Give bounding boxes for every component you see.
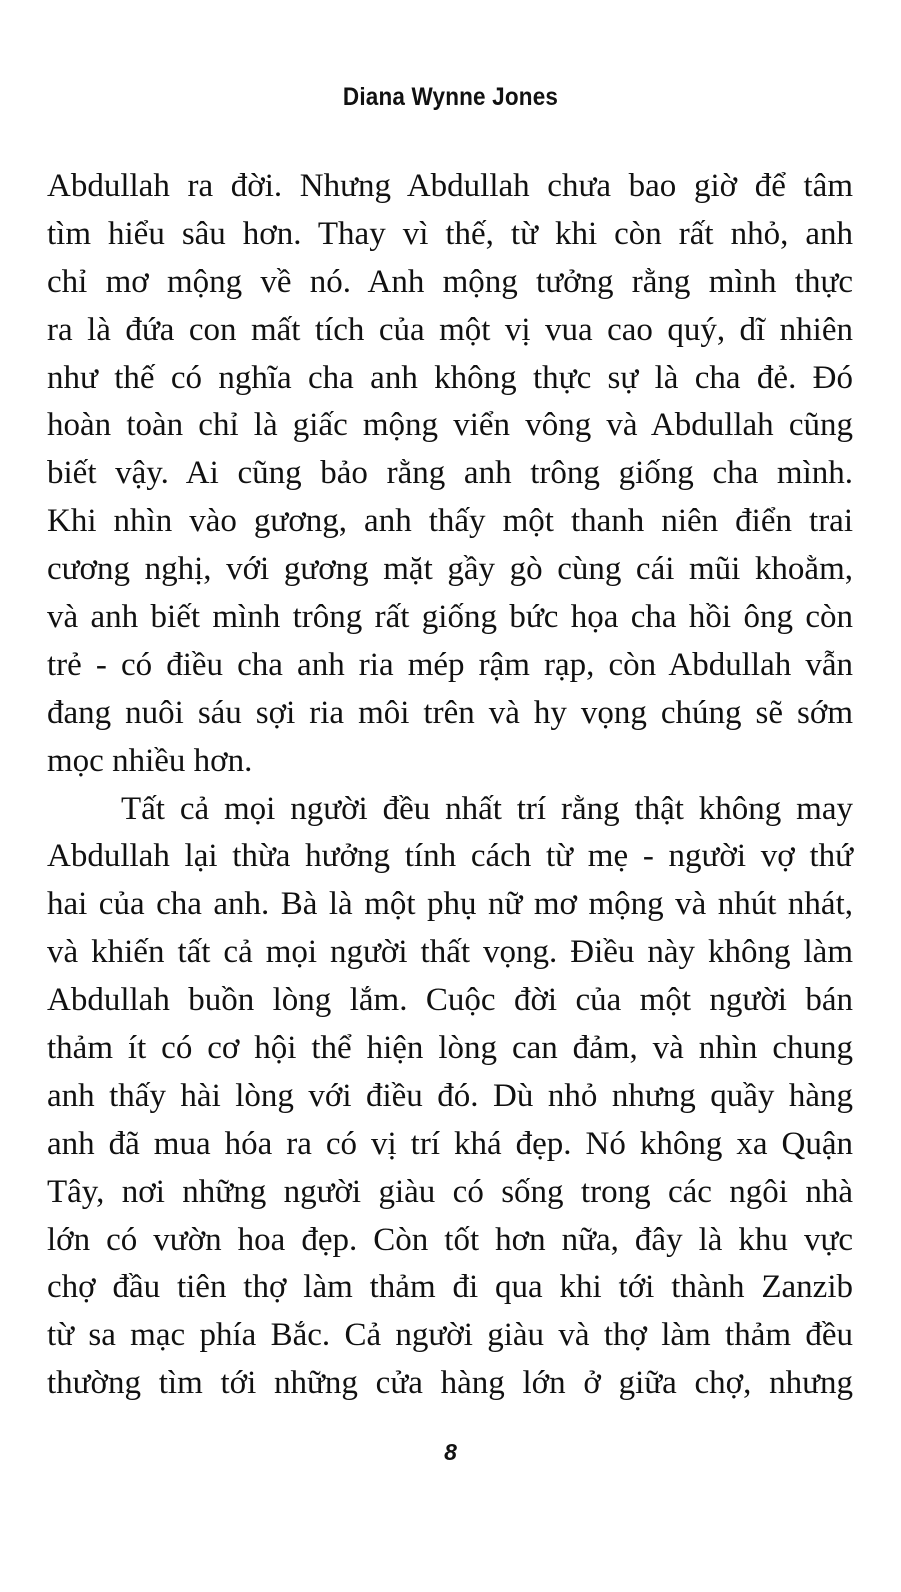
text-line: tìm hiểu sâu hơn. Thay vì thế, từ khi còn rất nhỏ, anh	[47, 215, 853, 252]
body-text	[47, 163, 853, 1408]
text-line: Abdullah ra đời. Nhưng Abdullah chưa bao giờ để tâm	[47, 168, 853, 204]
paragraph-2	[47, 786, 853, 1409]
text-line: cương nghị, với gương mặt gầy gò cùng cái mũi khoằm,	[47, 551, 853, 588]
text-line: Tất cả mọi người đều nhất trí rằng thật không may	[121, 790, 853, 827]
text-line: chợ đầu tiên thợ làm thảm đi qua khi tới thành Zanzib	[47, 1269, 853, 1306]
text-line: anh đã mua hóa ra có vị trí khá đẹp. Nó không xa Quận	[47, 1125, 853, 1162]
paragraph-1	[47, 163, 853, 786]
text-line: anh thấy hài lòng với điều đó. Dù nhỏ nhưng quầy hàng	[47, 1077, 853, 1114]
text-line: và khiến tất cả mọi người thất vọng. Điều này không làm	[47, 934, 853, 971]
text-line: từ sa mạc phía Bắc. Cả người giàu và thợ làm thảm đều	[47, 1317, 853, 1354]
text-line: ra là đứa con mất tích của một vị vua cao quý, dĩ nhiên	[47, 311, 853, 348]
text-line: lớn có vườn hoa đẹp. Còn tốt hơn nữa, đây là khu vực	[47, 1221, 853, 1258]
text-line: trẻ - có điều cha anh ria mép rậm rạp, còn Abdullah vẫn	[47, 646, 853, 683]
text-line: Khi nhìn vào gương, anh thấy một thanh niên điển trai	[47, 503, 853, 540]
text-line: Abdullah buồn lòng lắm. Cuộc đời của một người bán	[47, 982, 853, 1019]
text-line: Tây, nơi những người giàu có sống trong các ngôi nhà	[47, 1173, 853, 1210]
text-line: đang nuôi sáu sợi ria môi trên và hy vọng chúng sẽ sớm	[47, 694, 853, 731]
text-line: biết vậy. Ai cũng bảo rằng anh trông giống cha mình.	[47, 455, 853, 492]
running-head-author: Diana Wynne Jones	[342, 83, 559, 111]
text-line: hai của cha anh. Bà là một phụ nữ mơ mộng và nhút nhát,	[47, 886, 853, 923]
text-line: như thế có nghĩa cha anh không thực sự là cha đẻ. Đó	[47, 359, 853, 396]
text-line: mọc nhiều hơn.	[47, 742, 253, 779]
text-line: và anh biết mình trông rất giống bức họa cha hồi ông còn	[47, 599, 853, 636]
text-line: Abdullah lại thừa hưởng tính cách từ mẹ - người vợ thứ	[47, 838, 853, 875]
text-line: thường tìm tới những cửa hàng lớn ở giữa chợ, nhưng	[47, 1365, 853, 1402]
text-line: thảm ít có cơ hội thể hiện lòng can đảm, và nhìn chung	[47, 1030, 853, 1067]
page-number: 8	[444, 1439, 457, 1465]
text-line: hoàn toàn chỉ là giấc mộng viển vông và Abdullah cũng	[47, 407, 853, 444]
text-line: chỉ mơ mộng về nó. Anh mộng tưởng rằng mình thực	[47, 263, 853, 300]
